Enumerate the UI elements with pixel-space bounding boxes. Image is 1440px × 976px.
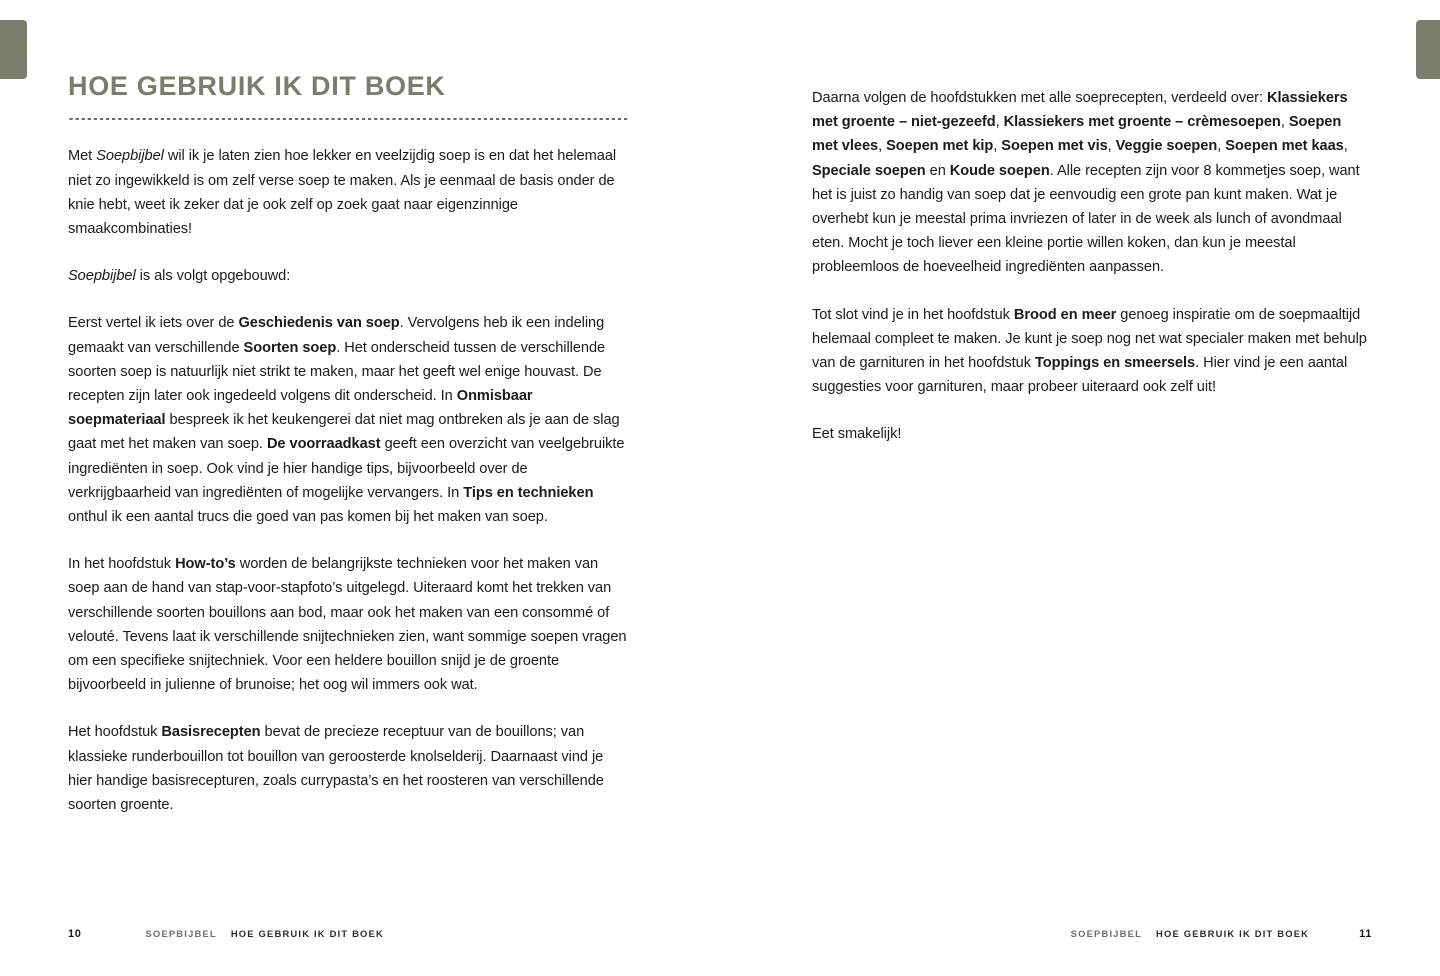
paragraph-closing: Eet smakelijk! [812,426,902,443]
text-run: , [1280,114,1289,131]
chapter-ref-brood-en-meer: Brood en meer [1013,306,1117,323]
chapter-ref-klassiekers-niet-gezeefd: Klassiekers met groente – niet-gezeefd [812,90,1348,131]
text-run: , [878,138,887,155]
right-column-body [812,0,1368,447]
text-run: Het hoofdstuk [68,724,162,741]
text-run: is als volgt opgebouwd: [135,268,291,285]
text-run: , [1217,138,1226,155]
text-run: Tot slot vind je in het hoofdstuk [812,306,1014,323]
paragraph-howtos [68,552,630,697]
text-run: bespreek ik het keukengerei dat niet mag ontbreken als je aan de slag gaat met het maken van soep. [68,412,620,453]
page-title: HOE GEBRUIK IK DIT BOEK [68,71,446,101]
paragraph-intro [68,144,630,241]
chapter-ref-koude-soepen: Koude soepen [949,162,1050,179]
text-run: geeft een overzicht van veelgebruikte ingrediënten in soep. Ook vind je hier handige tips, bijvoorbeeld over de verkrijgbaarheid van ingrediënten of mogelijke vervangers. In [68,436,625,501]
text-run: , [993,138,1002,155]
text-run: . Vervolgens heb ik een indeling gemaakt van verschillende [68,315,605,356]
chapter-ref-de-voorraadkast: De voorraadkast [266,436,381,453]
book-title-italic: Soepbijbel [68,268,136,285]
paragraph-chapters-overview [68,311,630,529]
text-run: In het hoofdstuk [68,556,176,573]
chapter-ref-klassiekers-cremesoepen: Klassiekers met groente – crèmesoepen [1003,114,1281,131]
chapter-ref-basisrecepten: Basisrecepten [161,724,261,741]
text-run: onthul ik een aantal trucs die goed van pas komen bij het maken van soep. [68,508,548,525]
page-number: 10 [68,928,82,940]
text-run: , [1107,138,1116,155]
text-run: Daarna volgen de hoofdstukken met alle soeprecepten, verdeeld over: [812,90,1267,106]
text-run: Eerst vertel ik iets over de [68,315,239,332]
chapter-ref-tips-en-technieken: Tips en technieken [463,484,594,501]
text-run: wil ik je laten zien hoe lekker en veelzijdig soep is en dat het helemaal niet zo ingewikkeld is om zelf verse soep te maken. Als je eenmaal de basis onder de knie hebt, weet ik zeker dat je ook zelf op zoek gaat naar eigenzinnige smaakcombinaties! [68,148,617,237]
text-run: , [1343,138,1348,155]
book-title-italic: Soepbijbel [96,148,164,165]
paragraph-basisrecepten [68,720,630,817]
chapter-ref-toppings-en-smeersels: Toppings en smeersels [1035,355,1196,372]
chapter-ref-onmisbaar-soepmateriaal: Onmisbaar soepmateriaal [68,387,533,429]
footer-running-head: HOE GEBRUIK IK DIT BOEK [230,928,384,939]
paragraph-recipe-chapters [812,86,1368,280]
text-run: bevat de precieze receptuur van de bouillons; van klassieke runderbouillon tot bouillon van geroosterde knolselderij. Daarnaast vind je hier handige basisrecepturen, zoals currypasta’s en het roosteren van verschillende soorten groente. [68,724,604,814]
left-column-body [68,121,630,817]
text-run: Met [68,148,97,165]
chapter-ref-soepen-met-vlees: Soepen met vlees [812,114,1342,155]
text-run: worden de belangrijkste technieken voor het maken van soep aan de hand van stap-voor-stapfoto’s uitgelegd. Uiteraard komt het trekken van verschillende soorten bouillons aan bod, maar ook het maken van een consommé of velouté. Tevens laat ik verschillende snijtechnieken zien, want sommige soepen vragen om een specifieke snijtechniek. Voor een heldere bouillon snijd je de groente bijvoorbeeld in julienne of brunoise; het oog wil immers ook wat. [68,556,627,694]
text-run: en [925,162,950,179]
paragraph-structure-lead [68,264,630,288]
right-page [720,0,1440,976]
text-run: . Het onderscheid tussen de verschillende soorten soep is natuurlijk niet strikt te maken, maar het geeft wel enige houvast. De recepten zijn later ook ingedeeld volgens dit onderscheid. In [68,339,606,404]
left-page-footer [68,928,384,940]
text-run: . Alle recepten zijn voor 8 kommetjes soep, want het is juist zo handig van soep dat je eenvoudig een grote pan kunt maken. Wat je overhebt kun je meestal prima invriezen of later in de week als lunch of avondmaal eten. Mocht je toch liever een kleine portie willen koken, dan kun je meestal probleemloos de hoeveelheid ingrediënten aanpassen. [812,162,1360,276]
chapter-ref-how-tos: How-to’s [175,556,236,573]
footer-book-title: SOEPBIJBEL [145,928,217,939]
chapter-ref-soorten-soep: Soorten soep [243,339,337,356]
page-number: 11 [1359,928,1372,940]
footer-running-head: HOE GEBRUIK IK DIT BOEK [1156,928,1310,939]
chapter-ref-speciale-soepen: Speciale soepen [812,162,926,179]
chapter-ref-veggie-soepen: Veggie soepen [1115,138,1218,155]
paragraph-brood-en-meer [812,303,1368,400]
chapter-ref-soepen-met-vis: Soepen met vis [1001,138,1108,155]
text-run: . Hier vind je een aantal suggesties voor garnituren, maar probeer uiteraard ook zelf uit! [812,355,1348,396]
text-run: genoeg inspiratie om de soepmaaltijd helemaal compleet te maken. Je kunt je soep nog net wat specialer maken met behulp van de garnituren in het hoofdstuk [812,306,1367,372]
footer-book-title: SOEPBIJBEL [1070,928,1143,939]
chapter-ref-soepen-met-kaas: Soepen met kaas [1225,138,1344,155]
text-run: , [995,114,1004,131]
chapter-ref-geschiedenis-van-soep: Geschiedenis van soep [238,315,400,332]
chapter-ref-soepen-met-kip: Soepen met kip [886,138,994,155]
right-page-footer [1071,928,1372,940]
